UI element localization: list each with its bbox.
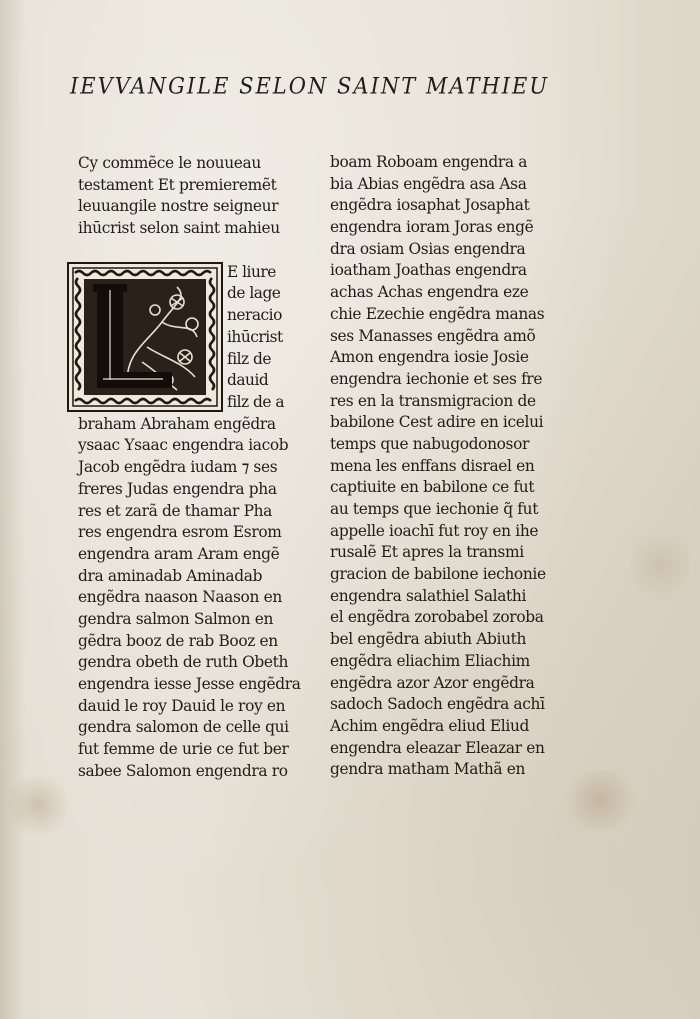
text-line: gendra salmon Salmon en (78, 609, 274, 628)
text-line: res et zarã de thamar Pha (78, 501, 272, 520)
text-line: ihūcrist (227, 327, 283, 346)
initial-block (78, 262, 293, 414)
text-line: gendra salomon de celle qui (78, 718, 289, 737)
text-line: ysaac Ysaac engendra iacob (78, 436, 289, 455)
right-column (330, 152, 555, 781)
text-line: temps que nabugodonosor (330, 434, 530, 453)
text-line: ses Manasses engẽdra amõ (330, 326, 536, 345)
text-line: gracion de babilone iechonie (330, 565, 546, 584)
text-line: engendra salathiel Salathi (330, 586, 527, 605)
running-head: IEVVANGILE SELON SAINT MATHIEU (70, 72, 550, 99)
text-line: filz de (227, 349, 272, 368)
text-line: mena les enffans disrael en (330, 456, 535, 475)
text-line: gẽdra booz de rab Booz en (78, 631, 278, 650)
text-line: dauid (227, 371, 269, 390)
text-line: engendra ioram Joras engẽ (330, 218, 534, 237)
text-line: engendra aram Aram engẽ (78, 544, 280, 563)
text-line: filz de a (227, 392, 285, 411)
text-line: boam Roboam engendra a (330, 153, 528, 171)
text-line: engendra eleazar Eleazar en (330, 738, 545, 757)
text-line: E liure (227, 262, 276, 281)
text-line: Achim engẽdra eliud Eliud (330, 716, 530, 735)
text-line: captiuite en babilone ce fut (330, 478, 535, 497)
text-line: sabee Salomon engendra ro (78, 761, 288, 780)
text-line: freres Judas engendra pha (78, 479, 277, 498)
text-line: rusalẽ Et apres la transmi (330, 543, 524, 562)
text-line: ihūcrist selon saint mahieu (78, 219, 280, 238)
text-line: ioatham Joathas engendra (330, 261, 527, 280)
paper-stain (8, 770, 68, 840)
text-line: res en la transmigracion de (330, 391, 536, 410)
text-line: el engẽdra zorobabel zoroba (330, 608, 544, 627)
text-beside-initial (227, 262, 297, 414)
text-line: de lage (227, 284, 281, 303)
text-line: braham Abraham engẽdra (78, 414, 276, 433)
text-line: engendra iechonie et ses fre (330, 369, 543, 388)
text-line: Amon engendra iosie Josie (330, 348, 529, 367)
text-line: Jacob engẽdra iudam ⁊ ses (78, 458, 278, 477)
text-line: sadoch Sadoch engẽdra achī (330, 695, 545, 714)
text-line: bel engẽdra abiuth Abiuth (330, 630, 527, 649)
text-line: testament Et premieremẽt (78, 175, 277, 194)
text-line: gendra obeth de ruth Obeth (78, 653, 289, 672)
text-line: dra aminadab Aminadab (78, 566, 263, 585)
text-line: appelle ioachī fut roy en ihe (330, 521, 539, 540)
text-line: engẽdra eliachim Eliachim (330, 651, 530, 670)
paper-stain (560, 770, 640, 830)
text-line: fut femme de urie ce fut ber (78, 740, 289, 759)
text-line: Cy commẽce le nouueau (78, 154, 261, 172)
text-line: gendra matham Mathã en (330, 760, 526, 779)
text-line: bia Abias engẽdra asa Asa (330, 174, 527, 193)
text-line: babilone Cest adire en icelui (330, 413, 544, 432)
left-body (78, 414, 301, 783)
text-line: neracio (227, 306, 282, 325)
text-line: dra osiam Osias engendra (330, 239, 526, 258)
paper-stain (630, 520, 690, 610)
decorated-initial-letter (67, 262, 223, 412)
text-line: engẽdra iosaphat Josaphat (330, 196, 530, 215)
text-line: leuuangile nostre seigneur (78, 197, 279, 216)
text-line: engẽdra naason Naason en (78, 588, 282, 607)
text-line: dauid le roy Dauid le roy en (78, 696, 286, 715)
left-column (78, 153, 301, 782)
text-line: achas Achas engendra eze (330, 283, 529, 302)
text-line: engẽdra azor Azor engẽdra (330, 673, 535, 692)
text-line: chie Ezechie engẽdra manas (330, 304, 545, 323)
text-line: au temps que iechonie q̃ fut (330, 500, 539, 518)
text-line: res engendra esrom Esrom (78, 523, 282, 542)
text-line: engendra iesse Jesse engẽdra (78, 675, 301, 693)
